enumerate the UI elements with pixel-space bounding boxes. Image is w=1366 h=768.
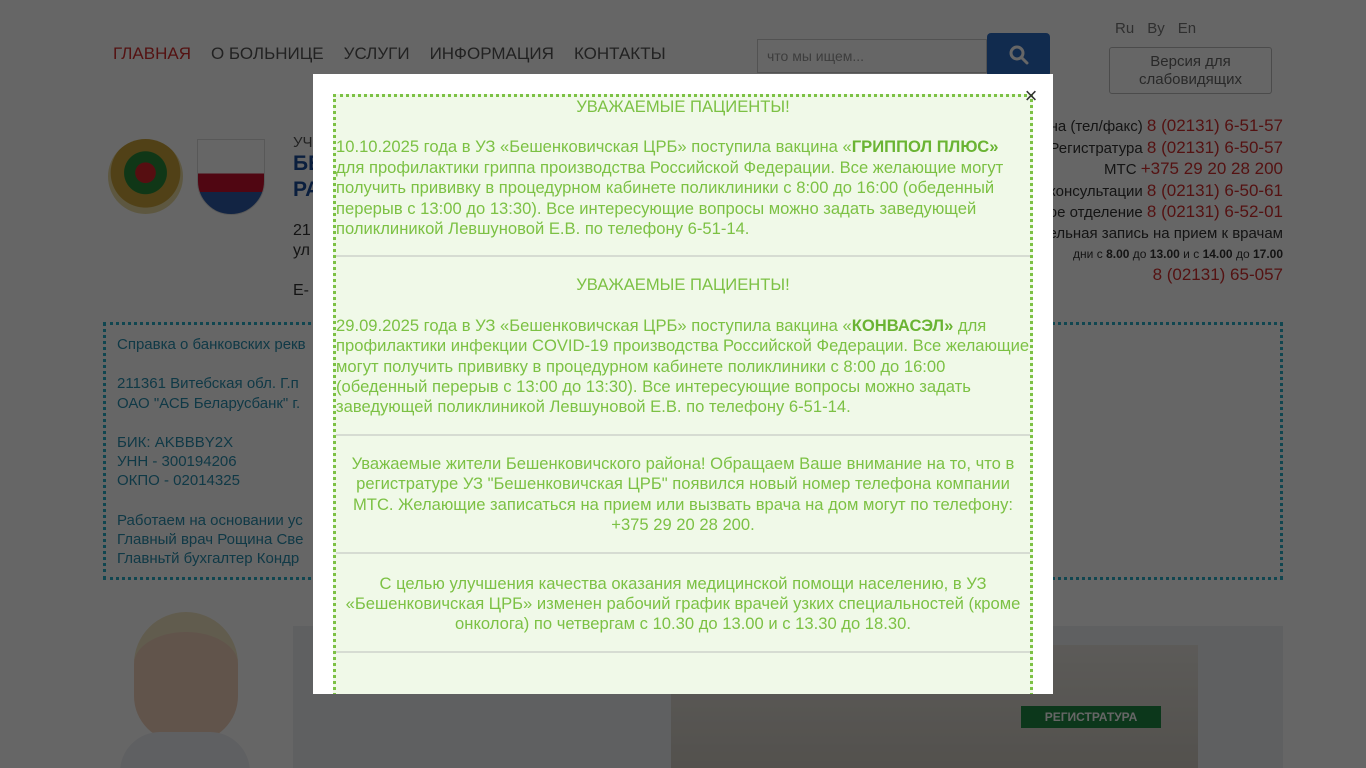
notice-text: С целью улучшения качества оказания медицинской помощи населению, в УЗ «Бешенковичская ЦРБ» изменен рабочий график врачей узких специальностей (кроме онколога) по четвергам с 10.30 до 13.00 и с 13.30 до 18.30. [345, 573, 1021, 634]
notice-text: Уважаемые жители Бешенковичского района! Обращаем Ваше внимание на то, что в регистратуре УЗ "Бешенковичская ЦРБ" появился новый номер телефона компании МТС. Желающие записаться на прием или вызвать врача на дом могут по телефону: +375 29 20 28 200. [351, 453, 1015, 535]
notices-panel [333, 94, 1033, 694]
notice-item [336, 97, 1030, 257]
notice-item [336, 574, 1030, 653]
notice-text: 29.09.2025 года в УЗ «Бешенковичская ЦРБ» поступила вакцина «КОНВАСЭЛ» для профилактики инфекции COVID-19 производства Российской Федерации. Все желающие могут получить прививку в процедурном кабинете поликлиники с 8:00 до 16:00 (обеденный перерыв с 13:00 до 13:30). Все интересующие вопросы можно задать заведующей поликлиникой Левшуновой Е.В. по телефону 6-51-14. [336, 315, 1030, 417]
close-icon[interactable]: × [1024, 83, 1038, 108]
notice-heading: УВАЖАЕМЫЕ ПАЦИЕНТЫ! [576, 97, 790, 116]
notice-item [336, 275, 1030, 435]
notice-item [336, 454, 1030, 554]
notice-text: 10.10.2025 года в УЗ «Бешенковичская ЦРБ» поступила вакцина «ГРИППОЛ ПЛЮС» для профилактики гриппа производства Российской Федерации. Все желающие могут получить прививку в процедурном кабинете поликлиники с 8:00 до 16:00 (обеденный перерыв с 13:00 до 13:30). Все интересующие вопросы можно задать заведующей поликлиникой Левшуновой Е.В. по телефону 6-51-14. [336, 137, 1004, 239]
announcement-modal [313, 74, 1053, 694]
notice-heading: УВАЖАЕМЫЕ ПАЦИЕНТЫ! [576, 275, 790, 295]
